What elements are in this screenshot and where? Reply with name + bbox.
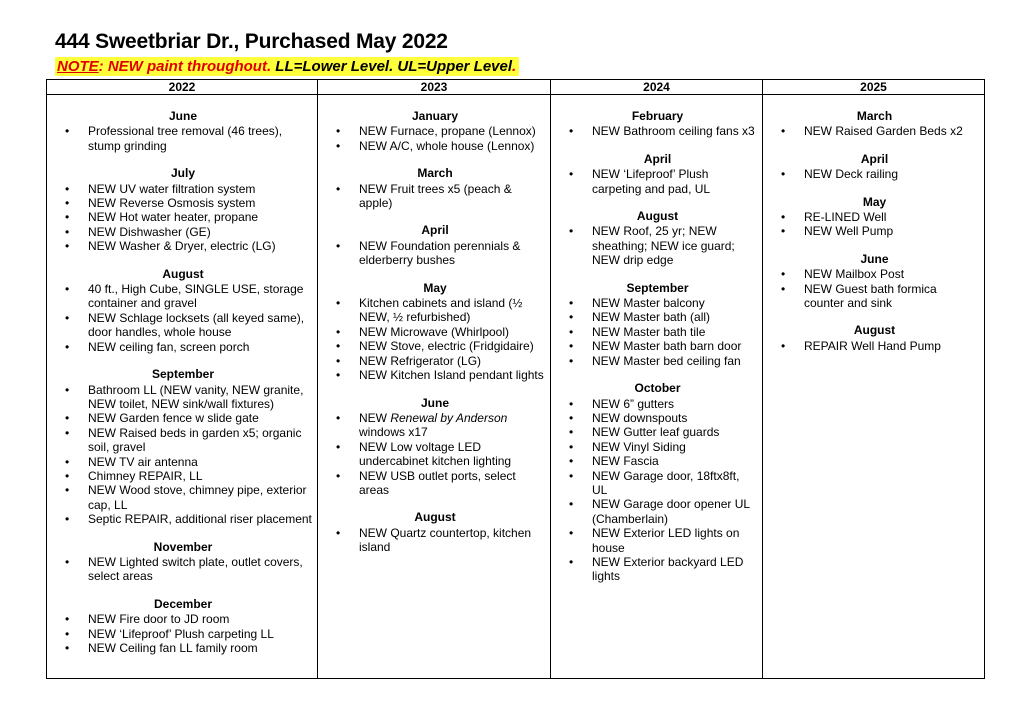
list-item	[557, 411, 758, 425]
item-text: NEW Exterior backyard LED lights	[592, 554, 744, 584]
item-list	[324, 124, 546, 153]
bullet-icon: •	[65, 554, 70, 569]
bullet-icon: •	[65, 512, 70, 527]
month-heading: December	[153, 596, 213, 611]
note-banner	[55, 57, 519, 76]
bullet-icon: •	[65, 612, 70, 627]
bullet-icon: •	[336, 468, 341, 483]
item-text: NEW A/C, whole house (Lennox)	[359, 138, 535, 153]
list-item	[53, 124, 313, 153]
list-item	[53, 411, 313, 425]
item-text: RE-LINED Well	[804, 210, 887, 225]
year-column-2023	[318, 95, 551, 679]
year-header-2022: 2022	[47, 80, 318, 95]
month-heading: November	[153, 539, 213, 554]
item-text: NEW Lighted switch plate, outlet covers, select areas	[88, 554, 303, 584]
list-item	[557, 167, 758, 196]
bullet-icon: •	[569, 324, 574, 339]
content-row	[47, 95, 985, 679]
list-item	[557, 555, 758, 584]
month-heading: August	[636, 209, 679, 224]
item-text: NEW Fire door to JD room	[88, 612, 230, 627]
bullet-icon: •	[569, 396, 574, 411]
item-list	[557, 397, 758, 584]
month-section	[324, 166, 546, 210]
bullet-icon: •	[65, 468, 70, 483]
item-text: NEW Low voltage LED undercabinet kitchen lighting	[359, 439, 512, 469]
item-text: NEW ceiling fan, screen porch	[88, 339, 250, 354]
bullet-icon: •	[65, 181, 70, 196]
item-text: NEW Deck railing	[804, 167, 899, 182]
year-column-2024	[551, 95, 763, 679]
month-section	[324, 396, 546, 498]
bullet-icon: •	[336, 324, 341, 339]
month-section	[324, 223, 546, 267]
month-section	[53, 166, 313, 253]
item-text: NEW TV air antenna	[88, 454, 198, 469]
bullet-icon: •	[65, 210, 70, 225]
list-item	[53, 612, 313, 626]
list-item	[769, 339, 980, 353]
bullet-icon: •	[65, 454, 70, 469]
list-item	[769, 210, 980, 224]
year-header-2023: 2023	[318, 80, 551, 95]
item-text: NEW Microwave (Whirlpool)	[359, 324, 510, 339]
month-heading: August	[162, 266, 204, 281]
item-list	[557, 167, 758, 196]
bullet-icon: •	[336, 439, 341, 454]
month-heading: June	[420, 395, 449, 410]
item-text: NEW UV water filtration system	[88, 181, 256, 196]
bullet-icon: •	[569, 339, 574, 354]
list-item	[324, 469, 546, 498]
item-text: NEW Well Pump	[804, 224, 894, 239]
list-item	[324, 440, 546, 469]
month-section	[557, 209, 758, 268]
item-text: Chimney REPAIR, LL	[88, 468, 203, 483]
bullet-icon: •	[781, 167, 786, 182]
list-item	[53, 225, 313, 239]
item-text: NEW Washer & Dryer, electric (LG)	[88, 239, 276, 254]
bullet-icon: •	[336, 296, 341, 311]
year-header-2025: 2025	[763, 80, 985, 95]
month-heading: January	[411, 109, 459, 123]
item-text: NEW Guest bath formica counter and sink	[804, 281, 937, 311]
list-item	[769, 282, 980, 311]
month-section	[324, 281, 546, 383]
bullet-icon: •	[569, 410, 574, 425]
bullet-icon: •	[781, 281, 786, 296]
item-text: NEW downspouts	[592, 410, 688, 425]
item-list	[324, 296, 546, 382]
bullet-icon: •	[569, 425, 574, 440]
bullet-icon: •	[65, 239, 70, 254]
item-text: NEW Master bed ceiling fan	[592, 353, 741, 368]
bullet-icon: •	[336, 525, 341, 540]
month-section	[557, 152, 758, 196]
list-item	[53, 469, 313, 483]
month-heading: February	[631, 109, 684, 123]
list-item	[53, 641, 313, 655]
list-item	[557, 325, 758, 339]
item-text: NEW Furnace, propane (Lennox)	[359, 124, 536, 139]
bullet-icon: •	[336, 181, 341, 196]
list-item	[53, 627, 313, 641]
item-text: REPAIR Well Hand Pump	[804, 338, 941, 353]
item-list	[769, 167, 980, 181]
item-list	[53, 383, 313, 527]
list-item	[324, 339, 546, 353]
item-text: 40 ft., High Cube, SINGLE USE, storage container and gravel	[88, 282, 304, 311]
month-section	[53, 367, 313, 526]
bullet-icon: •	[569, 439, 574, 454]
note-text-end: .	[512, 58, 517, 75]
item-list	[557, 296, 758, 368]
month-heading: June	[168, 109, 197, 123]
bullet-icon: •	[569, 497, 574, 512]
list-item	[53, 282, 313, 311]
list-item	[557, 354, 758, 368]
item-text: NEW Bathroom ceiling fans x3	[592, 124, 755, 139]
item-text: NEW Quartz countertop, kitchen island	[359, 525, 532, 555]
item-list	[769, 267, 980, 310]
month-heading: April	[643, 151, 672, 166]
month-heading: September	[626, 280, 689, 295]
list-item	[769, 224, 980, 238]
item-text: NEW Renewal by Anderson windows x17	[359, 410, 508, 440]
list-item	[557, 526, 758, 555]
item-text: NEW Wood stove, chimney pipe, exterior cap, LL	[88, 483, 307, 512]
item-text: NEW ‘Lifeproof’ Plush carpeting LL	[88, 626, 274, 641]
item-text: NEW Reverse Osmosis system	[88, 196, 256, 211]
list-item	[53, 555, 313, 584]
month-heading: June	[860, 251, 889, 266]
item-text: NEW USB outlet ports, select areas	[359, 468, 516, 497]
item-text: NEW Hot water heater, propane	[88, 210, 259, 225]
month-heading: July	[170, 166, 195, 181]
bullet-icon: •	[65, 224, 70, 239]
month-section	[324, 109, 546, 153]
item-list	[324, 239, 546, 268]
month-heading: April	[421, 223, 449, 238]
item-text: NEW Master balcony	[592, 296, 705, 311]
bullet-icon: •	[569, 554, 574, 569]
list-item	[53, 182, 313, 196]
item-text: NEW Fascia	[592, 454, 659, 469]
bullet-icon: •	[569, 468, 574, 483]
item-text: NEW Garage door, 18ftx8ft, UL	[592, 468, 740, 497]
header-row	[47, 80, 985, 95]
year-header-2024: 2024	[551, 80, 763, 95]
bullet-icon: •	[65, 382, 70, 397]
list-item	[557, 397, 758, 411]
list-item	[324, 325, 546, 339]
bullet-icon: •	[781, 267, 786, 282]
month-section	[557, 381, 758, 584]
item-text: NEW Stove, electric (Fridgidaire)	[359, 339, 534, 354]
bullet-icon: •	[781, 210, 786, 225]
bullet-icon: •	[336, 353, 341, 368]
item-text: Kitchen cabinets and island (½ NEW, ½ refurbished)	[359, 296, 523, 325]
bullet-icon: •	[65, 483, 70, 498]
month-heading: April	[860, 151, 889, 166]
bullet-icon: •	[569, 454, 574, 469]
list-item	[324, 239, 546, 268]
list-item	[324, 368, 546, 382]
bullet-icon: •	[65, 641, 70, 655]
item-list	[53, 182, 313, 254]
item-text: NEW Vinyl Siding	[592, 439, 686, 454]
list-item	[324, 354, 546, 368]
list-item	[557, 469, 758, 498]
item-list	[53, 124, 313, 153]
list-item	[53, 340, 313, 354]
item-text: NEW Kitchen Island pendant lights	[359, 368, 544, 383]
bullet-icon: •	[65, 124, 70, 139]
item-text: Septic REPAIR, additional riser placement	[88, 512, 312, 527]
bullet-icon: •	[569, 310, 574, 325]
bullet-icon: •	[65, 282, 70, 297]
list-item	[53, 210, 313, 224]
list-item	[324, 526, 546, 555]
list-item	[324, 124, 546, 138]
bullet-icon: •	[65, 196, 70, 211]
month-section	[769, 152, 980, 182]
month-section	[324, 510, 546, 554]
list-item	[557, 440, 758, 454]
year-column-2022	[47, 95, 318, 679]
item-list	[557, 224, 758, 267]
item-text: Bathroom LL (NEW vanity, NEW granite, NEW toilet, NEW sink/wall fixtures)	[88, 382, 304, 411]
bullet-icon: •	[65, 310, 70, 325]
renovation-table	[46, 79, 985, 679]
bullet-icon: •	[336, 238, 341, 253]
item-text: Professional tree removal (46 trees), stump grinding	[88, 124, 283, 153]
month-section	[769, 195, 980, 239]
item-list	[769, 339, 980, 353]
list-item	[769, 167, 980, 181]
item-text: NEW Fruit trees x5 (peach & apple)	[359, 181, 512, 211]
month-heading: October	[634, 381, 681, 396]
list-item	[557, 296, 758, 310]
item-text: NEW Master bath (all)	[592, 310, 711, 325]
list-item	[53, 483, 313, 512]
bullet-icon: •	[569, 224, 574, 239]
list-item	[557, 454, 758, 468]
list-item	[557, 425, 758, 439]
item-text: NEW Roof, 25 yr; NEW sheathing; NEW ice guard; NEW drip edge	[592, 224, 735, 268]
bullet-icon: •	[781, 224, 786, 239]
bullet-icon: •	[336, 339, 341, 354]
item-text: NEW Dishwasher (GE)	[88, 224, 211, 239]
bullet-icon: •	[65, 425, 70, 440]
month-section	[53, 267, 313, 354]
list-item	[53, 426, 313, 455]
list-item	[53, 383, 313, 412]
month-heading: March	[417, 166, 453, 181]
item-text: NEW Raised Garden Beds x2	[804, 124, 963, 139]
bullet-icon: •	[65, 626, 70, 641]
item-list	[324, 182, 546, 211]
item-text: NEW ‘Lifeproof’ Plush carpeting and pad, UL	[592, 167, 711, 196]
month-section	[53, 109, 313, 153]
bullet-icon: •	[336, 124, 341, 139]
bullet-icon: •	[569, 526, 574, 541]
list-item	[53, 239, 313, 253]
item-list	[769, 124, 980, 138]
item-text: NEW Gutter leaf guards	[592, 425, 720, 440]
note-label: NOTE	[57, 58, 99, 75]
item-text: NEW Garage door opener UL (Chamberlain)	[592, 497, 750, 526]
bullet-icon: •	[336, 410, 341, 425]
item-text: NEW Schlage locksets (all keyed same), door handles, whole house	[88, 310, 305, 340]
month-heading: March	[856, 109, 893, 123]
month-section	[53, 540, 313, 584]
bullet-icon: •	[781, 338, 786, 353]
list-item	[53, 196, 313, 210]
item-list	[53, 282, 313, 354]
month-section	[557, 109, 758, 139]
list-item	[557, 124, 758, 138]
item-text: NEW 6” gutters	[592, 396, 675, 411]
list-item	[53, 311, 313, 340]
bullet-icon: •	[65, 339, 70, 354]
item-list	[324, 526, 546, 555]
list-item	[769, 267, 980, 281]
bullet-icon: •	[336, 368, 341, 383]
list-item	[557, 310, 758, 324]
bullet-icon: •	[569, 167, 574, 182]
bullet-icon: •	[781, 124, 786, 139]
month-section	[769, 323, 980, 353]
month-heading: August	[414, 510, 456, 525]
item-text: NEW Foundation perennials & elderberry bushes	[359, 238, 521, 268]
bullet-icon: •	[65, 411, 70, 426]
item-list	[324, 411, 546, 497]
item-list	[769, 210, 980, 239]
list-item	[324, 296, 546, 325]
item-text: NEW Master bath barn door	[592, 339, 742, 354]
item-text: NEW Garden fence w slide gate	[88, 411, 259, 426]
note-text-levels: LL=Lower Level. UL=Upper Level	[275, 58, 513, 75]
month-heading: August	[853, 323, 896, 338]
bullet-icon: •	[336, 138, 341, 153]
item-list	[53, 555, 313, 584]
document-title: 444 Sweetbriar Dr., Purchased May 2022	[55, 30, 448, 53]
note-text-paint: : NEW paint throughout.	[98, 58, 276, 75]
list-item	[53, 455, 313, 469]
item-text: NEW Exterior LED lights on house	[592, 526, 740, 555]
list-item	[324, 139, 546, 153]
month-heading: May	[423, 280, 447, 295]
item-text: NEW Refrigerator (LG)	[359, 353, 482, 368]
item-list	[53, 612, 313, 655]
month-heading: September	[151, 367, 215, 382]
month-section	[769, 109, 980, 139]
month-heading: May	[862, 194, 887, 209]
list-item	[53, 512, 313, 526]
year-column-2025	[763, 95, 985, 679]
list-item	[324, 411, 546, 440]
list-item	[557, 224, 758, 267]
item-text: NEW Mailbox Post	[804, 267, 905, 282]
list-item	[324, 182, 546, 211]
bullet-icon: •	[569, 296, 574, 311]
list-item	[557, 339, 758, 353]
month-section	[557, 281, 758, 368]
item-text: NEW Master bath tile	[592, 324, 706, 339]
item-list	[557, 124, 758, 138]
month-section	[53, 597, 313, 656]
month-section	[769, 252, 980, 311]
item-text: NEW Raised beds in garden x5; organic soil, gravel	[88, 425, 302, 455]
bullet-icon: •	[569, 124, 574, 139]
bullet-icon: •	[569, 353, 574, 368]
item-text: NEW Ceiling fan LL family room	[88, 641, 258, 655]
list-item	[769, 124, 980, 138]
list-item	[557, 497, 758, 526]
